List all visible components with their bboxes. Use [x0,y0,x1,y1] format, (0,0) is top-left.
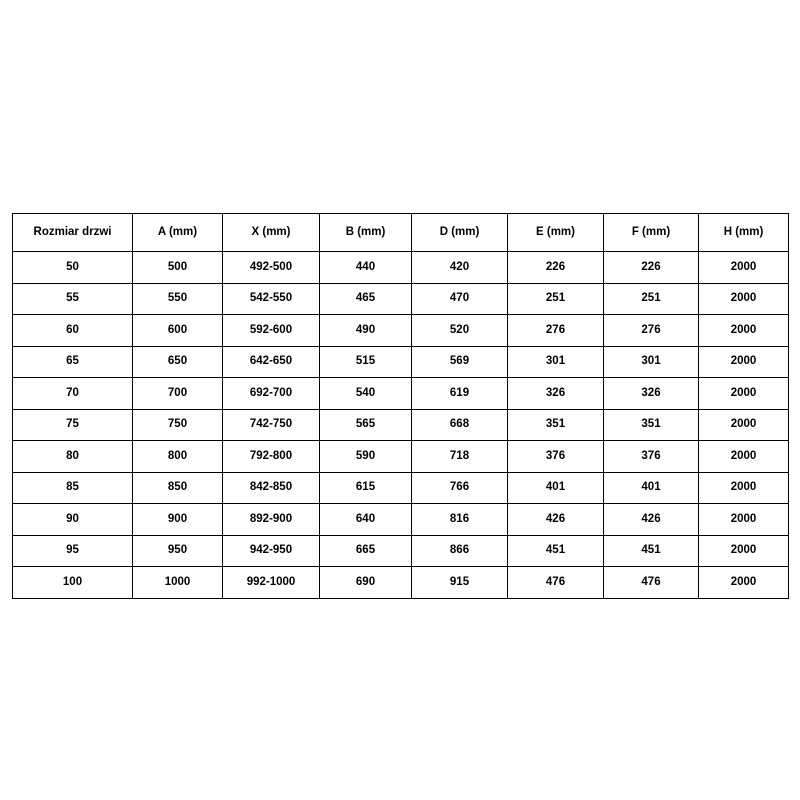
cell-h: 2000 [699,472,789,504]
cell-d: 915 [412,567,508,599]
table-row [13,441,789,473]
table-row [13,472,789,504]
cell-e: 451 [508,535,604,567]
cell-h: 2000 [699,441,789,473]
cell-h: 2000 [699,409,789,441]
cell-e: 301 [508,346,604,378]
table-row [13,283,789,315]
cell-d: 619 [412,378,508,410]
cell-b: 665 [320,535,412,567]
cell-x: 892-900 [223,504,320,536]
cell-b: 465 [320,283,412,315]
cell-f: 251 [604,283,699,315]
column-header-d: D (mm) [412,214,508,252]
cell-a: 850 [133,472,223,504]
column-header-a: A (mm) [133,214,223,252]
cell-f: 226 [604,252,699,284]
cell-x: 742-750 [223,409,320,441]
cell-h: 2000 [699,535,789,567]
cell-size: 90 [13,504,133,536]
cell-size: 50 [13,252,133,284]
cell-x: 792-800 [223,441,320,473]
cell-a: 550 [133,283,223,315]
cell-f: 301 [604,346,699,378]
cell-d: 470 [412,283,508,315]
cell-d: 718 [412,441,508,473]
cell-h: 2000 [699,346,789,378]
cell-x: 592-600 [223,315,320,347]
cell-e: 476 [508,567,604,599]
cell-f: 451 [604,535,699,567]
cell-f: 476 [604,567,699,599]
cell-e: 326 [508,378,604,410]
cell-e: 426 [508,504,604,536]
cell-h: 2000 [699,567,789,599]
cell-d: 816 [412,504,508,536]
cell-a: 700 [133,378,223,410]
cell-a: 600 [133,315,223,347]
cell-x: 992-1000 [223,567,320,599]
cell-f: 401 [604,472,699,504]
cell-a: 750 [133,409,223,441]
cell-e: 251 [508,283,604,315]
cell-a: 1000 [133,567,223,599]
cell-x: 692-700 [223,378,320,410]
cell-e: 401 [508,472,604,504]
table-row [13,409,789,441]
cell-b: 540 [320,378,412,410]
cell-b: 590 [320,441,412,473]
cell-b: 490 [320,315,412,347]
cell-f: 351 [604,409,699,441]
cell-size: 60 [13,315,133,347]
table-row [13,567,789,599]
column-header-f: F (mm) [604,214,699,252]
cell-h: 2000 [699,315,789,347]
table-row [13,315,789,347]
cell-a: 500 [133,252,223,284]
cell-e: 276 [508,315,604,347]
cell-h: 2000 [699,378,789,410]
table-row [13,252,789,284]
cell-size: 80 [13,441,133,473]
cell-f: 376 [604,441,699,473]
cell-x: 942-950 [223,535,320,567]
table-row [13,504,789,536]
cell-size: 70 [13,378,133,410]
cell-h: 2000 [699,252,789,284]
cell-d: 668 [412,409,508,441]
column-header-e: E (mm) [508,214,604,252]
column-header-b: B (mm) [320,214,412,252]
table-header-row [13,214,789,252]
cell-h: 2000 [699,283,789,315]
cell-size: 75 [13,409,133,441]
door-size-table [12,213,789,599]
cell-x: 542-550 [223,283,320,315]
cell-size: 100 [13,567,133,599]
table-row [13,535,789,567]
cell-d: 520 [412,315,508,347]
cell-size: 65 [13,346,133,378]
cell-d: 569 [412,346,508,378]
cell-f: 426 [604,504,699,536]
cell-size: 85 [13,472,133,504]
cell-size: 55 [13,283,133,315]
column-header-rozmiar-drzwi: Rozmiar drzwi [13,214,133,252]
column-header-x: X (mm) [223,214,320,252]
size-table-container [12,213,788,599]
cell-d: 420 [412,252,508,284]
cell-a: 650 [133,346,223,378]
cell-b: 640 [320,504,412,536]
cell-d: 766 [412,472,508,504]
cell-b: 615 [320,472,412,504]
cell-b: 690 [320,567,412,599]
column-header-h: H (mm) [699,214,789,252]
cell-e: 376 [508,441,604,473]
table-row [13,378,789,410]
cell-a: 950 [133,535,223,567]
cell-f: 326 [604,378,699,410]
cell-h: 2000 [699,504,789,536]
cell-e: 351 [508,409,604,441]
cell-size: 95 [13,535,133,567]
cell-f: 276 [604,315,699,347]
cell-a: 900 [133,504,223,536]
cell-a: 800 [133,441,223,473]
cell-d: 866 [412,535,508,567]
cell-x: 642-650 [223,346,320,378]
cell-b: 515 [320,346,412,378]
cell-e: 226 [508,252,604,284]
cell-x: 842-850 [223,472,320,504]
cell-b: 565 [320,409,412,441]
table-row [13,346,789,378]
cell-b: 440 [320,252,412,284]
cell-x: 492-500 [223,252,320,284]
